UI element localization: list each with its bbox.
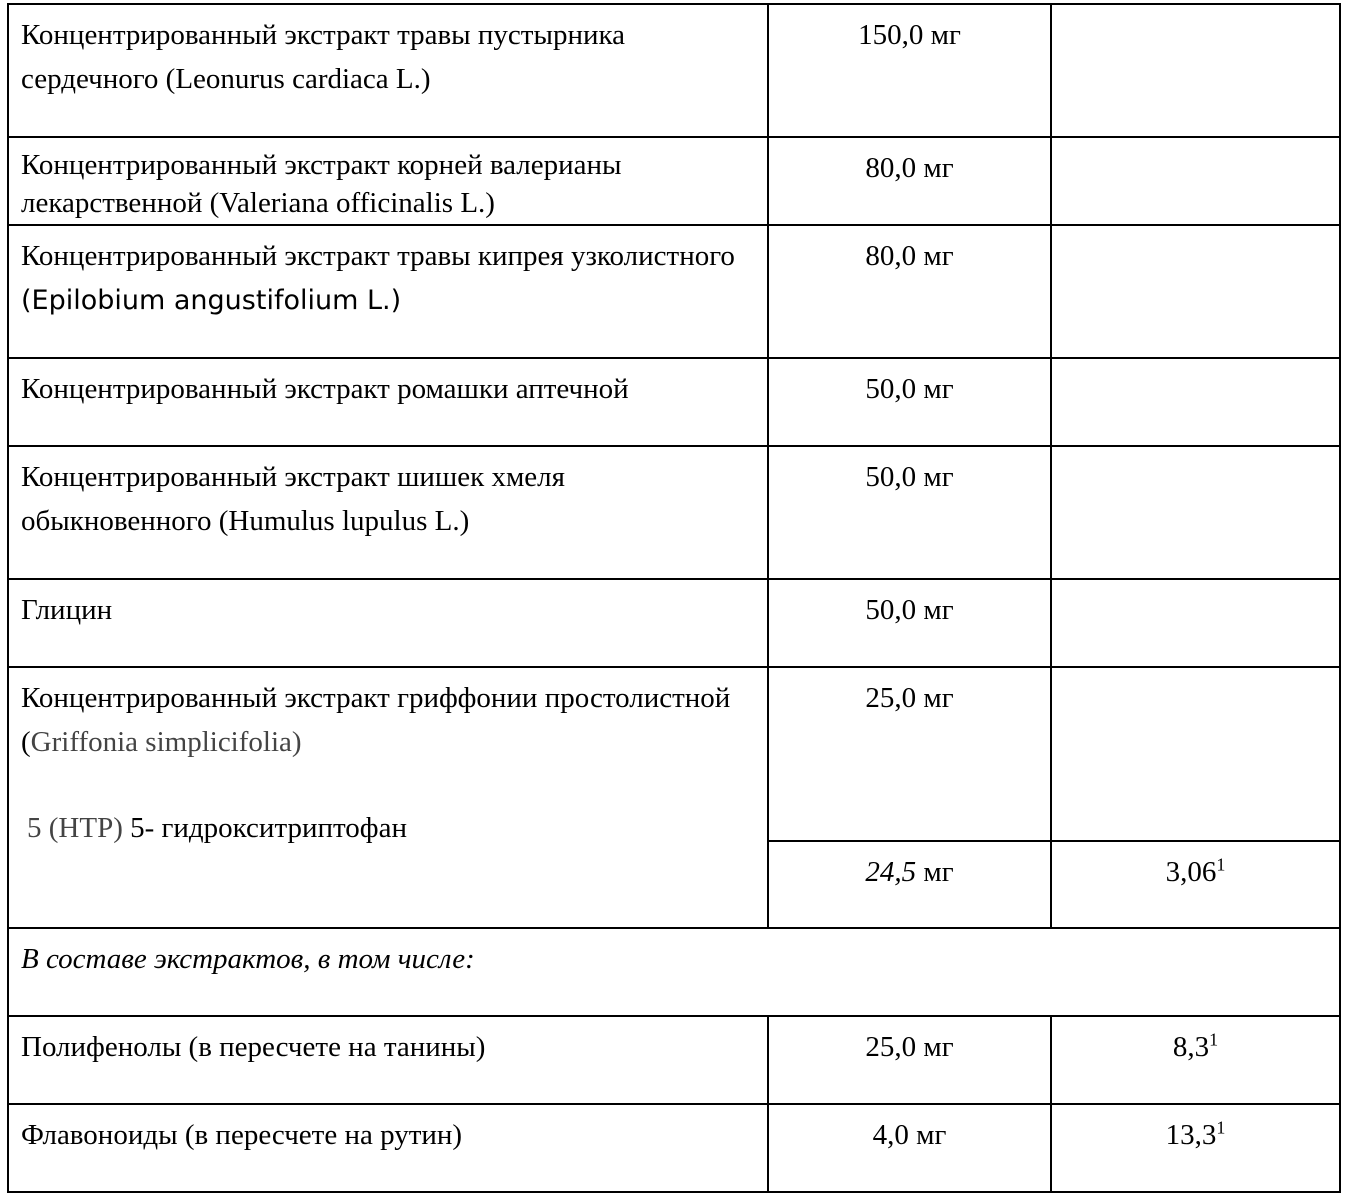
ingredient-name-cell: Концентрированный экстракт корней валерианы лекарственной (Valeriana officinalis L.): [8, 137, 768, 225]
table-row: [8, 4, 1340, 137]
htp-line: 5 (HTP) 5- гидрокситриптофан: [27, 812, 407, 844]
percent-cell: [1051, 446, 1340, 579]
footnote-marker: 1: [1216, 854, 1226, 875]
ingredient-name-cell: Флавоноиды (в пересчете на рутин): [8, 1104, 768, 1192]
percent-cell: [1051, 358, 1340, 446]
amount-cell: 4,0 мг: [768, 1104, 1051, 1192]
table-row: [8, 667, 1340, 841]
amount-cell: 80,0 мг: [768, 225, 1051, 358]
ingredient-name-cell: Концентрированный экстракт шишек хмеля обыкновенного (Humulus lupulus L.): [8, 446, 768, 579]
percent-cell: [1051, 4, 1340, 137]
amount-cell: 50,0 мг: [768, 358, 1051, 446]
footnote-marker: 1: [1216, 1117, 1226, 1138]
amount-cell: 24,5 мг: [768, 841, 1051, 928]
ingredient-name-cell: Концентрированный экстракт ромашки аптечной: [8, 358, 768, 446]
table-row: [8, 358, 1340, 446]
amount-cell: 25,0 мг: [768, 1016, 1051, 1104]
section-header: В составе экстрактов, в том числе:: [8, 928, 1340, 1016]
amount-cell: 50,0 мг: [768, 579, 1051, 667]
amount-cell: 25,0 мг: [768, 667, 1051, 841]
amount-cell: 80,0 мг: [768, 137, 1051, 225]
footnote-marker: 1: [1209, 1029, 1219, 1050]
section-header-row: [8, 928, 1340, 1016]
percent-cell: [1051, 579, 1340, 667]
table-row: [8, 446, 1340, 579]
ingredient-name-cell: Концентрированный экстракт травы пустырника сердечного (Leonurus cardiaca L.): [8, 4, 768, 137]
ingredient-name-cell: Концентрированный экстракт гриффонии простолистной (Griffonia simplicifolia) 5 (HTP) 5- гидрокситриптофан: [8, 667, 768, 928]
percent-cell: [1051, 225, 1340, 358]
table-row: [8, 1104, 1340, 1192]
percent-cell: $8,3^1$: [1051, 1016, 1340, 1104]
ingredient-name-cell: Глицин: [8, 579, 768, 667]
ingredient-name-cell: Полифенолы (в пересчете на танины): [8, 1016, 768, 1104]
ingredient-name-cell: Концентрированный экстракт травы кипрея узколистного (Epilobium angustifolium L.): [8, 225, 768, 358]
percent-cell: [1051, 667, 1340, 841]
percent-cell: 13,3$^1$: [1051, 1104, 1340, 1192]
table-row: [8, 225, 1340, 358]
percent-cell: [1051, 137, 1340, 225]
table-row: [8, 579, 1340, 667]
table-row: [8, 1016, 1340, 1104]
amount-cell: 50,0 мг: [768, 446, 1051, 579]
percent-cell: 3,06$^1$: [1051, 841, 1340, 928]
composition-table: [7, 3, 1341, 1193]
amount-cell: 150,0 мг: [768, 4, 1051, 137]
table-row: [8, 137, 1340, 225]
